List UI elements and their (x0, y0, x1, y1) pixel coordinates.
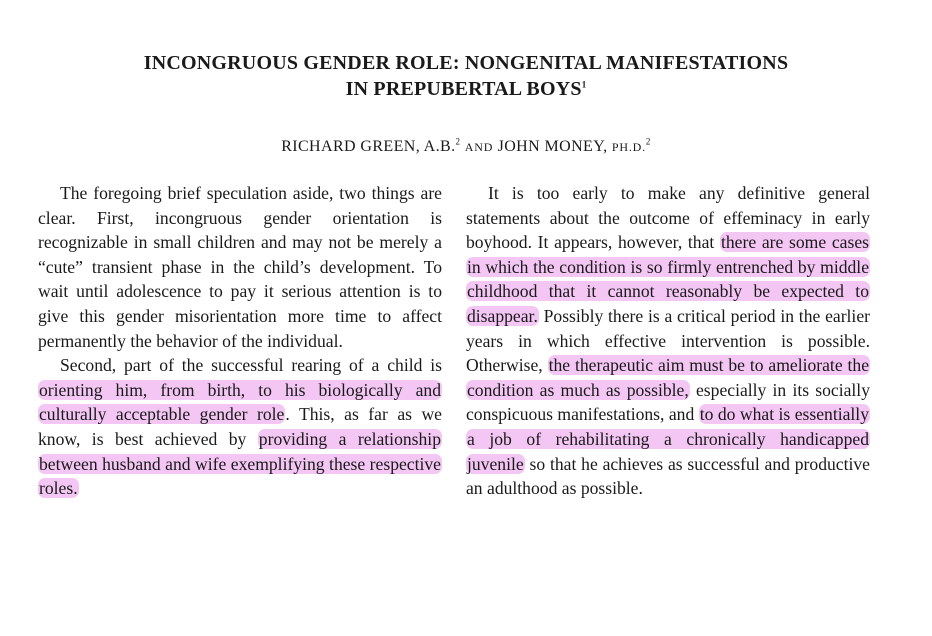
highlight-orienting: orienting him, from birth, to his biologically and culturally acceptable gender role (39, 379, 441, 425)
left-paragraph-1: The foregoing brief speculation aside, two things are clear. First, incongruous gender orientation is recognizable in small children and may not be merely a “cute” transient phase in the child’s development. To wait until adolescence to pay it serious attention is to give this gender misorientation more time to affect permanently the behavior of the individual. (38, 183, 442, 351)
right-p1-text-c: especially in its socially conspicuous manifestations, and (466, 379, 870, 425)
article-title (0, 50, 932, 102)
highlight-rehabilitating: to do what is essentially a job of rehabilitating a chronically handicapped juvenile (467, 404, 869, 474)
right-column (466, 181, 870, 501)
highlight-therapeutic-aim: the therapeutic aim must be to ameliorate the condition as much as possible, (467, 355, 870, 400)
title-footnote-marker: 1 (581, 79, 587, 90)
left-p2-text-b: . This, as far as we know, is best achieved by (38, 404, 442, 449)
right-p1-text-d: so that he achieves as successful and productive an adulthood as possible. (466, 453, 870, 499)
highlight-entrenched: there are some cases in which the condition is so firmly entrenched by middle childhood that it cannot reasonably be expected to disappear. (467, 232, 869, 326)
author-2-degree: PH.D. (611, 140, 646, 154)
author-2: JOHN MONEY, (497, 138, 612, 155)
title-line-1: INCONGRUOUS GENDER ROLE: NONGENITAL MANIFESTATIONS (143, 52, 789, 74)
left-column (38, 181, 442, 501)
right-p1-text-a: It is too early to make any definitive general statements about the outcome of effeminacy in early boyhood. It appears, however, that (466, 183, 870, 253)
author-1: RICHARD GREEN, A.B. (281, 138, 456, 155)
author-joiner: AND (464, 140, 494, 154)
author-1-footnote: 2 (455, 136, 461, 147)
left-p2-text-a: Second, part of the successful rearing of a child is (60, 355, 442, 376)
right-p1-text-b: Possibly there is a critical period in the earlier years in which effective intervention is possible. Otherwise, (466, 305, 870, 376)
author-byline (0, 137, 932, 157)
right-paragraph-1 (466, 181, 870, 501)
author-2-footnote: 2 (645, 136, 651, 147)
title-line-2-text: IN PREPUBERTAL BOYS (345, 78, 582, 100)
highlight-relationship: providing a relationship between husband and wife exemplifying these respective roles. (39, 428, 441, 499)
left-paragraph-2 (38, 353, 442, 501)
title-line-2 (0, 76, 932, 102)
